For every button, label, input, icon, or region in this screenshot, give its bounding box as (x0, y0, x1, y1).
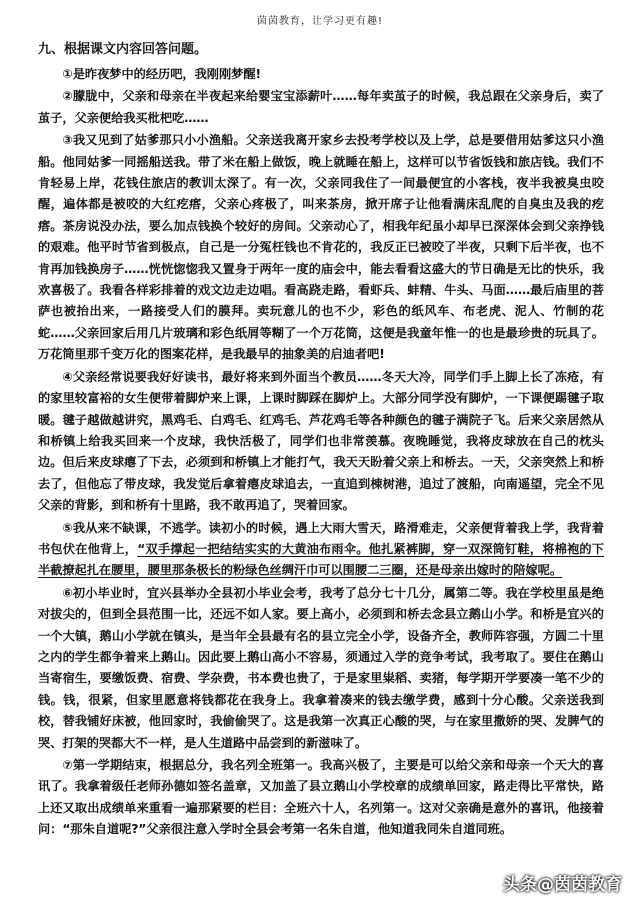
paragraph-6: ⑥初小毕业时，宜兴县举办全县初小毕业会考，我考了总分七十几分，属第二等。我在学校里虽是绝对拔尖的，但到全县范围一比，还远不如人家。要上高小，必须到和桥去念县立鹅山小学。和桥是宜兴的一个大镇，鹅山小学就在镇头，是当年全县最有名的县立完全小学，设备齐全，教师阵容强，方圆二十里之内的学生都争着来上鹅山。因此要上鹅山高小不容易，须通过入学的竞争考试，我考取了。要住在鹅山当寄宿生，要缴饭费、宿费、学杂费，书本费也贵了，于是家里粜稻、卖猪，每学期开学要凑一笔不少的钱。钱，很紧，但家里愿意将钱都花在我身上。我拿着凑来的钱去缴学费，感到十分心酸。父亲送我到校，替我铺好床被，他回家时，我偷偷哭了。这是我第一次真正心酸的哭，与在家里撒娇的哭、发脾气的哭、打架的哭都大不一样，是人生道路中品尝到的新滋味了。 (38, 585, 604, 750)
page-header: 茵茵教育，让学习更有趣! (256, 16, 383, 27)
paragraph-5-underlined-text: “双手撑起一把结结实实的大黄油布雨伞。他扎紧裤脚，穿一双深筒钉鞋，将棉袍的下半截撩起扎在腰里，腰里那条极长的粉绿色丝绸汗巾可以围腰二三圈，还是母亲出嫁时的陪嫁呢。 (38, 541, 604, 578)
paragraph-2: ②朦胧中，父亲和母亲在半夜起来给婴宝宝添薪叶……每年卖茧子的时候，我总跟在父亲身后，卖了茧子，父亲便给我买枇杷吃…… (38, 89, 604, 125)
paragraph-3: ③我又见到了姑爹那只小小渔船。父亲送我离开家乡去投考学校以及上学，总是要借用姑爹这只小渔船。他同姑爹一同摇船送我。带了米在船上做饭，晚上就睡在船上，这样可以节省饭钱和旅店钱。我们不肯轻易上岸，花钱住旅店的教训太深了。有一次，父亲同我住了一间最便宜的小客栈，夜半我被臭虫咬醒，遍体都是被咬的大红疙瘩，父亲心疼极了，叫来茶房，掀开席子让他看满床乱爬的自臭虫及我的疙瘩。茶房说没办法，要么加点钱换个较好的房间。父亲动心了，相我年纪虽小却早已深深体会到父亲挣钱的艰难。他平时节省到极点，自己是一分冤枉钱也不肯花的，我反正已被咬了半夜，只剩下后半夜，也不肯再加钱换房子……恍恍惚惚我又置身于两年一度的庙会中，能去看看这盛大的节日确是无比的快乐，我欢喜极了。我看各样彩排着的戏文边走边唱。看高跷走路，看虾兵、蚌精、牛头、马面……最后庙里的菩萨也被抬出来，一路接受人们的膜拜。卖玩意儿的也不少，彩色的纸风车、布老虎、泥人、竹制的花蛇……父亲回家后用几片玻璃和彩色纸屑等糊了一个万花筒，这便是我童年惟一的也是最珍贵的玩具了。万花筒里那千变万化的图案花样，是我最早的抽象美的启迪者吧! (38, 133, 604, 362)
paragraph-5-text: ⑤我从来不缺课，不逃学。读初小的时候，遇上大雨大雪天，路滑难走，父亲便背着我上学，我背着书包伏在他背上， (38, 520, 604, 556)
paragraph-5 (38, 518, 604, 582)
paragraph-7: ⑦第一学期结束，根据总分，我名列全班第一。我高兴极了，主要是可以给父亲和母亲一个天大的喜讯了。我拿着级任老师孙德如签名盖章，又加盖了县立鹅山小学校章的成绩单回家，路走得比平常快，路上还又取出成绩单来重看一遍那紧要的栏目：全班六十人，名列第一。这对父亲确是意外的喜讯，他接着问：“那朱自道呢?”父亲很注意入学时全县会考第一名朱自道，他知道我同朱自道同班。 (38, 758, 604, 837)
section-title: 九、根据课文内容回答问题。 (38, 42, 208, 57)
paragraph-1: ①是昨夜梦中的经历吧，我刚刚梦醒! (62, 67, 262, 81)
watermark-text: 头条@茵茵教育 (503, 875, 622, 895)
paragraph-4: ④父亲经常说要我好好读书，最好将来到外面当个教员……冬天大冷，同学们手上脚上长了冻疮，有的家里较富裕的女生便带着脚炉来上课，上课时脚踩在脚炉上。大部分同学没有脚炉，一下课便踢毽子取暖。毽子越做越讲究，黑鸡毛、白鸡毛、红鸡毛、芦花鸡毛等各种颜色的毽子满院子飞。后来父亲居然从和桥镇上给我买回来一个皮球，我快活极了，同学们也非常羡慕。夜晚睡觉，我将皮球放在自己的枕头边。但后来皮球瘪了下去，必须到和桥镇上才能打气，我天天盼着父亲上和桥去。一天，父亲突然上和桥去了，但他忘了带皮球，我发觉后拿着瘪皮球追去，一直追到棟树港，追过了渡船，向南遥望，完全不见父亲的背影，到和桥有十里路，我不敢再追了，哭着回家。 (38, 369, 604, 513)
watermark (503, 870, 622, 895)
document-body (38, 40, 604, 842)
